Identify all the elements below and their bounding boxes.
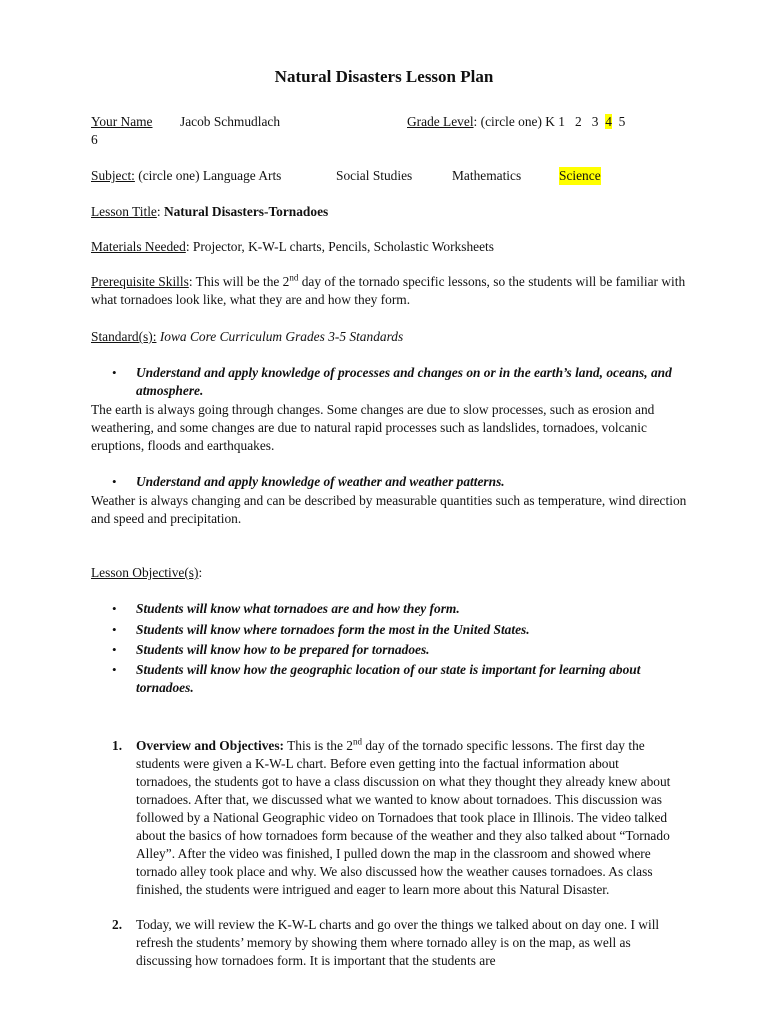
step1-text <box>136 737 676 899</box>
standards-value: Iowa Core Curriculum Grades 3-5 Standards <box>159 329 404 344</box>
prerequisite-skills <box>91 273 691 309</box>
step1-body: This is the 2 <box>284 738 353 753</box>
step2-text: Today, we will review the K-W-L charts and go over the things we talked about on day one. I will refresh the students’ memory by showing them where tornado alley is on the map, as well as discussing how tornadoes form. It is important that the students are <box>136 917 660 968</box>
subject-social-studies: Social Studies <box>336 168 413 183</box>
objective-bullet-glyph: • <box>112 622 117 637</box>
objective-item: Students will know where tornadoes form the most in the United States. <box>136 622 530 637</box>
standard1-bullet-glyph: • <box>112 365 117 380</box>
objective-item: Students will know what tornadoes are and how they form. <box>136 601 460 616</box>
objective-item: Students will know how to be prepared for tornadoes. <box>136 642 430 657</box>
step1-heading: Overview and Objectives: <box>136 738 285 753</box>
grade-selected: 4 <box>605 114 612 129</box>
objective-bullet-glyph: • <box>112 662 117 677</box>
subject-row <box>91 167 281 185</box>
objectives-colon: : <box>198 565 203 580</box>
grade-option-5: 5 <box>611 114 626 129</box>
grade-options: : (circle one) K 1 2 3 <box>473 114 606 129</box>
step1-body-cont: day of the tornado specific lessons. The first day the students were given a K-W-L chart. Before even getting into the factual information about tornadoes, the students got to have a class discussion on what they thought they already knew about tornadoes. After that, we discussed what we wanted to know about tornadoes. This discussion was followed by a National Geographic video on Tornadoes that took place in Illinois. The video talked about the basics of how tornadoes form because of the weather and they also talked about “Tornado Alley”. After the video was finished, I pulled down the map in the classroom and showed where tornado alley took place and why. We also discussed how the weather causes tornadoes. As class finished, the students were intrigued and eager to learn more about this Natural Disaster. <box>136 738 671 897</box>
name-label: Your Name <box>91 114 153 129</box>
prereq-text-cont: day of the tornado specific lessons, so the students will be familiar with what tornadoes look like, what they are and how they form. <box>91 274 686 307</box>
subject-mathematics: Mathematics <box>452 168 522 183</box>
materials-value: : Projector, K-W-L charts, Pencils, Scholastic Worksheets <box>185 239 494 254</box>
materials-label: Materials Needed <box>91 239 186 254</box>
prereq-sup: nd <box>289 272 299 283</box>
standard1-text: The earth is always going through changes. Some changes are due to slow processes, such as erosion and weathering, and some changes are due to natural rapid processes such as landslides, tornadoes, volcanic eruptions, floods and earthquakes. <box>91 402 655 453</box>
prereq-text: : This will be the 2 <box>188 274 290 289</box>
step1-number: 1. <box>112 738 123 753</box>
subject-label: Subject: <box>91 168 135 183</box>
standards-row <box>91 328 403 346</box>
prereq-label: Prerequisite Skills <box>91 274 189 289</box>
lesson-title-value: Natural Disasters-Tornadoes <box>163 204 329 219</box>
step1-sup: nd <box>352 736 362 747</box>
standard1-bullet: Understand and apply knowledge of processes and changes on or in the earth’s land, oceans, and atmosphere. <box>136 365 672 398</box>
subject-language-arts: (circle one) Language Arts <box>134 168 282 183</box>
lesson-title-row: Lesson Title: Natural Disasters-Tornadoes <box>91 204 329 219</box>
standard2-bullet-glyph: • <box>112 474 117 489</box>
standard2-text: Weather is always changing and can be described by measurable quantities such as temperature, wind direction and speed and precipitation. <box>91 493 687 526</box>
materials-row <box>91 238 494 256</box>
grade-label: Grade Level <box>407 114 474 129</box>
objectives-row <box>91 564 202 582</box>
step2-number: 2. <box>112 917 123 932</box>
objectives-label: Lesson Objective(s) <box>91 565 199 580</box>
standard2-bullet: Understand and apply knowledge of weather and weather patterns. <box>136 474 505 489</box>
grade-option-6: 6 <box>91 132 98 147</box>
grade-level <box>407 113 625 131</box>
standards-label: Standard(s): <box>91 329 157 344</box>
objective-bullet-glyph: • <box>112 642 117 657</box>
subject-science-selected: Science <box>559 168 601 183</box>
lesson-title-label: Lesson Title <box>91 204 157 219</box>
objective-item: Students will know how the geographic location of our state is important for learning about tornadoes. <box>136 662 641 695</box>
objective-bullet-glyph: • <box>112 601 117 616</box>
name-value: Jacob Schmudlach <box>180 114 281 129</box>
page-title: Natural Disasters Lesson Plan <box>274 67 494 86</box>
